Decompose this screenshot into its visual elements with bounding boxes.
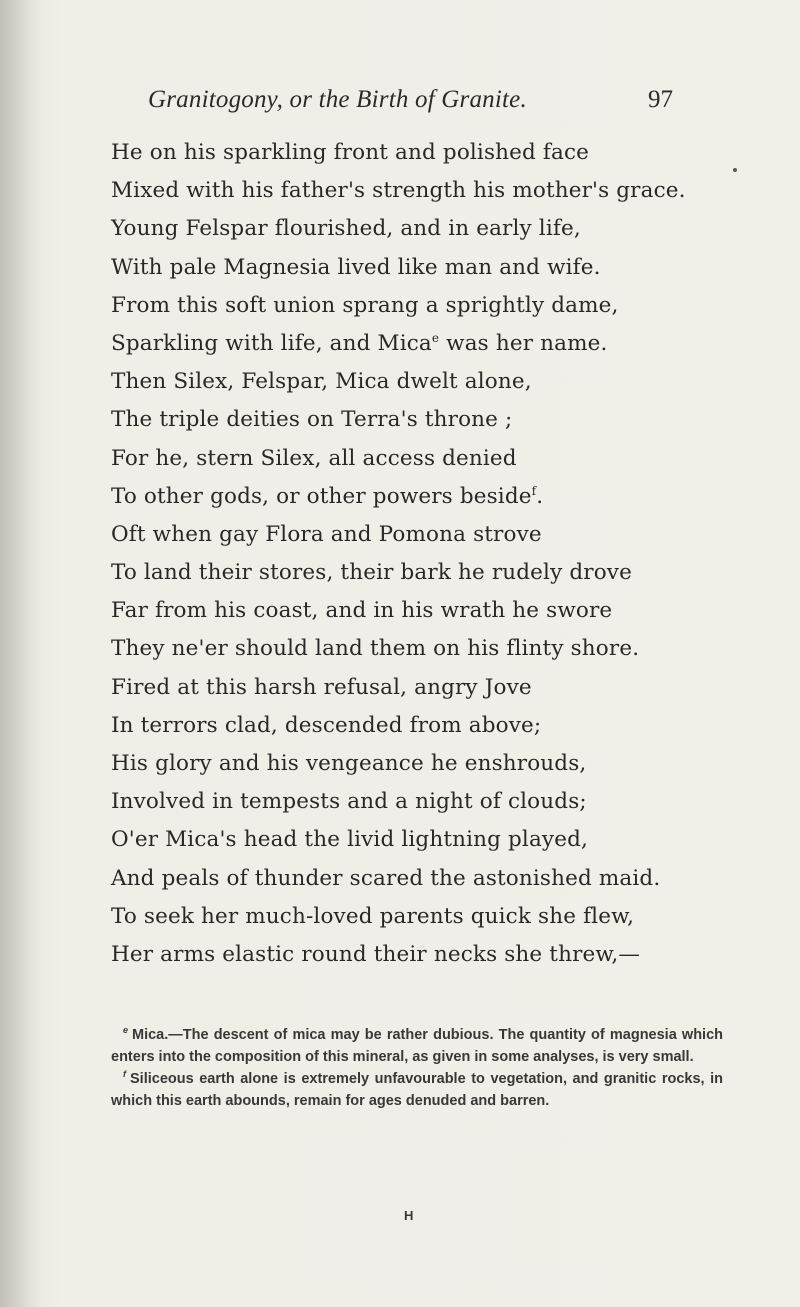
verse-line: Mixed with his father's strength his mother's grace. bbox=[111, 178, 686, 204]
verse-line: To land their stores, their bark he rudely drove bbox=[111, 560, 632, 586]
footnote-text: Mica.—The descent of mica may be rather dubious. The quantity of magnesia which enters into the composition of this mineral, as given in some analyses, is very small. bbox=[111, 1027, 723, 1065]
footnotes bbox=[111, 1024, 723, 1112]
verse-line: Then Silex, Felspar, Mica dwelt alone, bbox=[111, 369, 532, 395]
verse-line: From this soft union sprang a sprightly dame, bbox=[111, 292, 619, 318]
verse-line: His glory and his vengeance he enshrouds, bbox=[111, 751, 587, 776]
poem-verse bbox=[111, 138, 751, 978]
signature-mark: H bbox=[404, 1208, 414, 1223]
footnote-ref-f[interactable]: f bbox=[531, 483, 537, 498]
verse-line: Involved in tempests and a night of clouds; bbox=[111, 789, 587, 815]
footnote-mark: e bbox=[123, 1025, 129, 1036]
footnote-ref-e[interactable]: e bbox=[431, 330, 440, 345]
verse-line-text: To other gods, or other powers beside bbox=[111, 483, 532, 509]
page-number: 97 bbox=[648, 86, 673, 113]
page-header bbox=[0, 86, 800, 116]
verse-line: In terrors clad, descended from above; bbox=[111, 712, 542, 738]
verse-line-text: Sparkling with life, and Mica bbox=[111, 330, 432, 356]
footnote-f bbox=[111, 1068, 723, 1112]
verse-line: O'er Mica's head the livid lightning played, bbox=[111, 827, 588, 853]
verse-line: Fired at this harsh refusal, angry Jove bbox=[111, 674, 532, 700]
verse-line: Young Felspar flourished, and in early life, bbox=[111, 216, 581, 242]
verse-line-tail: . bbox=[536, 483, 544, 509]
verse-line: They ne'er should land them on his flinty shore. bbox=[111, 636, 640, 662]
verse-line bbox=[111, 482, 751, 520]
running-title: Granitogony, or the Birth of Granite. bbox=[148, 86, 527, 113]
page-edge-shadow bbox=[0, 0, 40, 1307]
verse-line bbox=[111, 329, 751, 367]
verse-line: Far from his coast, and in his wrath he swore bbox=[111, 598, 613, 624]
verse-line: Oft when gay Flora and Pomona strove bbox=[111, 521, 542, 547]
verse-line: With pale Magnesia lived like man and wife. bbox=[111, 254, 601, 280]
verse-line-tail: was her name. bbox=[439, 330, 608, 356]
verse-line: The triple deities on Terra's throne ; bbox=[111, 407, 513, 433]
verse-line: And peals of thunder scared the astonished maid. bbox=[111, 865, 661, 891]
verse-line: For he, stern Silex, all access denied bbox=[111, 445, 517, 471]
footnote-e bbox=[111, 1024, 723, 1068]
verse-line: To seek her much-loved parents quick she flew, bbox=[111, 903, 635, 929]
footnote-mark: f bbox=[123, 1069, 126, 1080]
footnote-text: Siliceous earth alone is extremely unfavourable to vegetation, and granitic rocks, in which this earth abounds, remain for ages denuded and barren. bbox=[111, 1071, 723, 1109]
verse-line: He on his sparkling front and polished face bbox=[111, 140, 590, 165]
verse-line: Her arms elastic round their necks she threw,— bbox=[111, 941, 641, 967]
